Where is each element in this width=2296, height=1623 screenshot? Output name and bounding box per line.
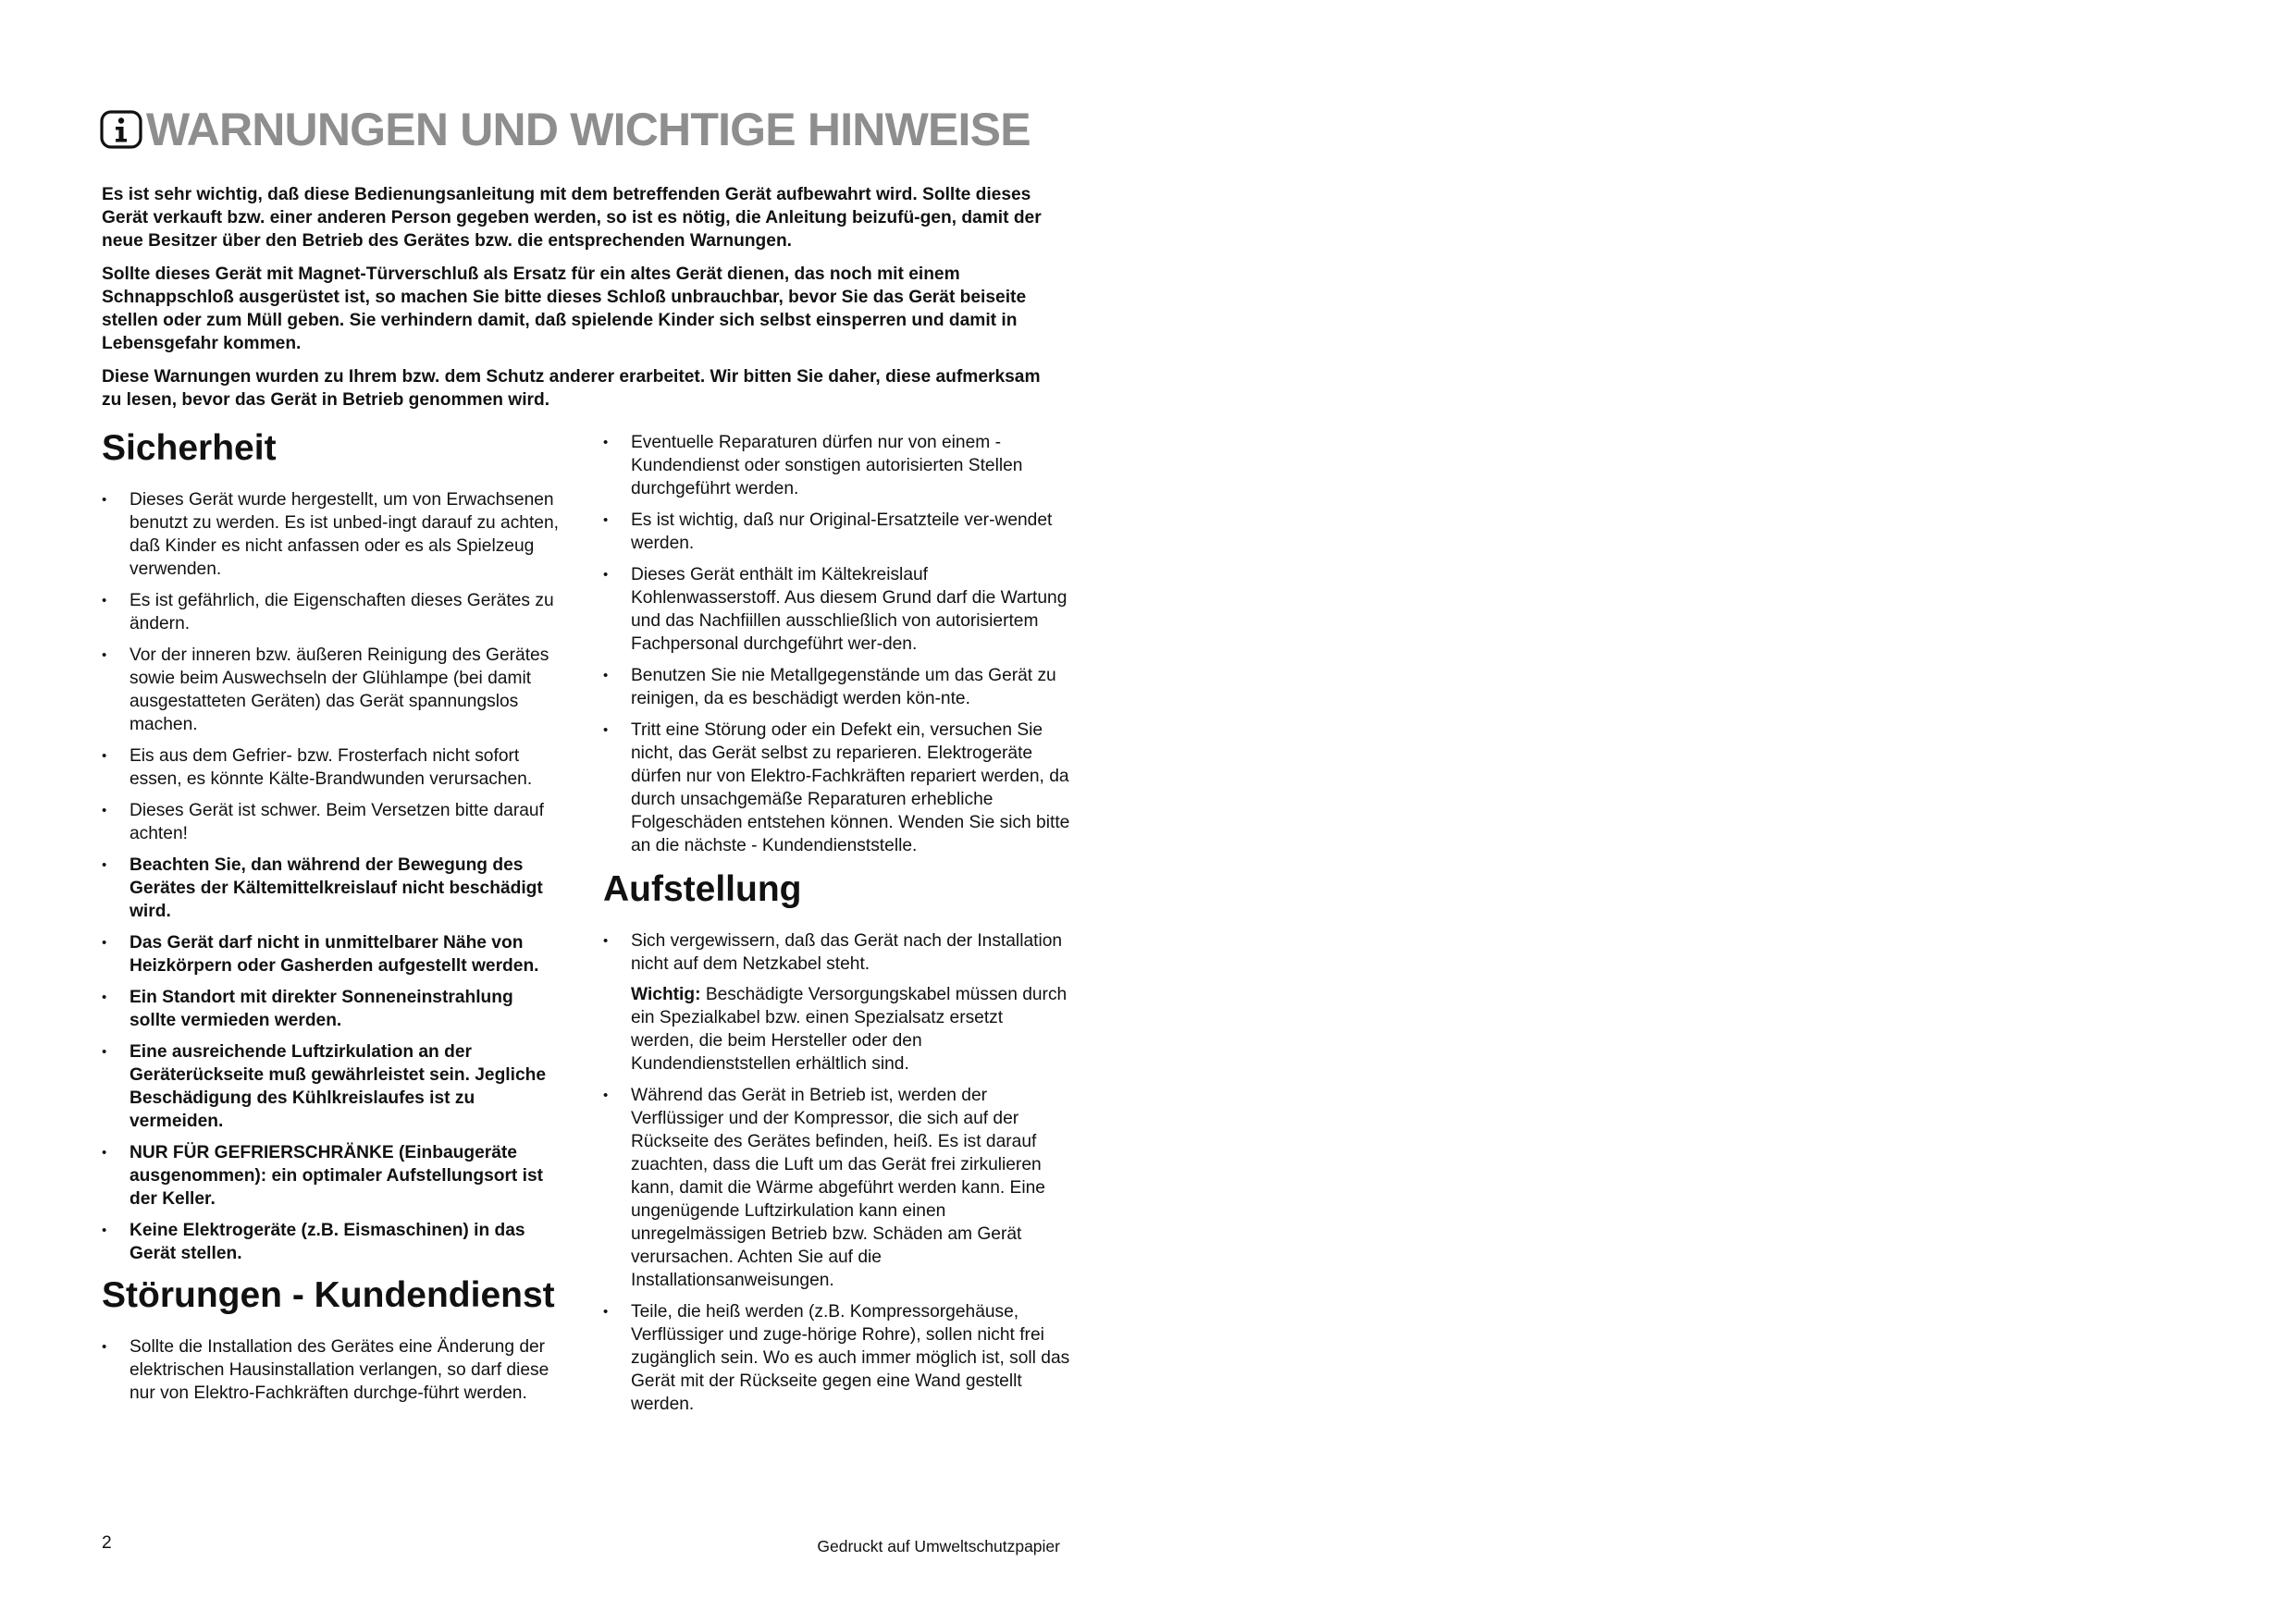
bullet-icon: • (102, 593, 107, 609)
bullet-icon: • (603, 435, 609, 450)
bullet-icon: • (603, 722, 609, 738)
stoerungen-list-continued (603, 431, 1070, 857)
printed-note: Gedruckt auf Umweltschutzpapier (817, 1537, 1060, 1555)
intro-section (102, 183, 1064, 422)
page-title: WARNUNGEN UND WICHTIGE HINWEISE (146, 104, 1031, 155)
bullet-icon: • (102, 1339, 107, 1355)
list-item: • Dieses Gerät wurde hergestellt, um von Erwachsenen benutzt zu werden. Es ist unbed-ingt darauf zu achten, daß Kinder es nicht anfassen oder es als Spielzeug verwenden. (102, 490, 559, 579)
intro-paragraph: Diese Warnungen wurden zu Ihrem bzw. dem Schutz anderer erarbeitet. Wir bitten Sie daher, diese aufmerksam zu lesen, bevor das Gerät in Betrieb genommen wird. (102, 367, 1041, 410)
list-item-bold: • Keine Elektrogeräte (z.B. Eismaschinen) in das Gerät stellen. (102, 1221, 525, 1263)
list-item-bold: • Ein Standort mit direkter Sonneneinstrahlung sollte vermieden werden. (102, 988, 513, 1030)
bullet-icon: • (102, 935, 107, 951)
bullet-icon: • (603, 1304, 609, 1320)
bullet-icon: • (102, 803, 107, 818)
info-icon (100, 108, 142, 151)
list-item: • Tritt eine Störung oder ein Defekt ein, versuchen Sie nicht, das Gerät selbst zu reparieren. Elektrogeräte dürfen nur von Elektro-Fachkräften repariert werden, da durch unsachgemäße Reparaturen erhebliche Folgeschäden entstehen können. Wenden Sie sich bitte an die nächste - Kundendienststelle. (603, 720, 1070, 855)
list-item: • Sollte die Installation des Gerätes eine Änderung der elektrischen Hausinstallation verlangen, so darf diese nur von Elektro-Fachkräften durchge-führt werden. (102, 1337, 549, 1403)
bullet-icon: • (102, 492, 107, 508)
bullet-icon: • (102, 990, 107, 1005)
list-item: • Eis aus dem Gefrier- bzw. Frosterfach nicht sofort essen, es könnte Kälte-Brandwunden verursachen. (102, 746, 533, 789)
list-item-bold: • NUR FÜR GEFRIERSCHRÄNKE (Einbaugeräte ausgenommen): ein optimaler Aufstellungsort ist der Keller. (102, 1143, 544, 1209)
list-item: • Eventuelle Reparaturen dürfen nur von einem - Kundendienst oder sonstigen autorisierten Stellen durchgeführt werden. (603, 433, 1023, 498)
list-item: • Dieses Gerät enthält im Kältekreislauf Kohlenwasserstoff. Aus diesem Grund darf die Wartung und das Nachfiillen ausschließlich von autorisiertem Fachpersonal durchgeführt wer-den. (603, 565, 1068, 654)
list-item: • Teile, die heiß werden (z.B. Kompressorgehäuse, Verflüssiger und zuge-hörige Rohre), sollen nicht frei zugänglich sein. Wo es auch immer möglich ist, soll das Gerät mit der Rückseite gegen eine Wand gestellt werden. (603, 1302, 1070, 1414)
list-item: • Sich vergewissern, daß das Gerät nach der Installation nicht auf dem Netzkabel steht. Wichtig: Beschädigte Versorgungskabel müssen durch ein Spezialkabel bzw. einen Spezialsatz ersetzt werden, die beim Hersteller oder den Kundendienststellen erhältlich sind. (603, 929, 1070, 1076)
intro-paragraph: Sollte dieses Gerät mit Magnet-Türverschluß als Ersatz für ein altes Gerät dienen, das noch mit einem Schnappschloß ausgerüstet ist, so machen Sie bitte dieses Schloß unbrauchbar, bevor Sie das Gerät beiseite stellen oder zum Müll geben. Sie verhindern damit, daß spielende Kinder sich selbst einsperren und damit in Lebensgefahr kommen. (102, 264, 1027, 353)
important-label: Wichtig: (631, 985, 701, 1004)
list-item-bold: • Das Gerät darf nicht in unmittelbarer Nähe von Heizkörpern oder Gasherden aufgestellt werden. (102, 933, 539, 976)
important-note: Wichtig: Beschädigte Versorgungskabel müssen durch ein Spezialkabel bzw. einen Spezialsatz ersetzt werden, die beim Hersteller oder den Kundendienststellen erhältlich sind. (631, 985, 1068, 1074)
section-heading-stoerungen: Störungen - Kundendienst (102, 1275, 555, 1315)
right-column (603, 431, 1070, 1424)
bullet-icon: • (603, 668, 609, 683)
page-number: 2 (102, 1533, 112, 1553)
aufstellung-list (603, 929, 1070, 1416)
section-heading-sicherheit: Sicherheit (102, 428, 277, 468)
bullet-icon: • (102, 1145, 107, 1161)
left-column (102, 424, 564, 1413)
list-item: • Benutzen Sie nie Metallgegenstände um das Gerät zu reinigen, da es beschädigt werden kön-nte. (603, 666, 1056, 708)
bullet-icon: • (603, 567, 609, 583)
bullet-icon: • (102, 1223, 107, 1238)
list-item: • Vor der inneren bzw. äußeren Reinigung des Gerätes sowie beim Auswechseln der Glühlampe (bei damit ausgestatteten Geräten) das Gerät spannungslos machen. (102, 646, 549, 734)
list-item: • Während das Gerät in Betrieb ist, werden der Verflüssiger und der Kompressor, die sich auf der Rückseite des Gerätes befinden, heiß. Es ist darauf zuachten, dass die Luft um das Gerät frei zirkulieren kann, damit die Wärme abgeführt werden kann. Eine ungenügende Luftzirkulation kann einen unregelmässigen Betrieb bzw. Schäden am Gerät verursachen. Achten Sie auf die Installationsanweisungen. (603, 1086, 1045, 1290)
bullet-icon: • (603, 1088, 609, 1103)
page-header (100, 102, 1031, 157)
section-heading-aufstellung: Aufstellung (603, 869, 802, 909)
list-item-bold: • Eine ausreichende Luftzirkulation an der Geräterückseite muß gewährleistet sein. Jegliche Beschädigung des Kühlkreislaufes ist zu vermeiden. (102, 1042, 547, 1131)
list-item: • Dieses Gerät ist schwer. Beim Versetzen bitte darauf achten! (102, 801, 544, 843)
list-item: • Es ist wichtig, daß nur Original-Ersatzteile ver-wendet werden. (603, 510, 1053, 553)
intro-paragraph: Es ist sehr wichtig, daß diese Bedienungsanleitung mit dem betreffenden Gerät aufbewahrt wird. Sollte dieses Gerät verkauft bzw. einer anderen Person gegeben werden, so ist es nötig, die Anleitung beizufü-gen, damit der neue Besitzer über den Betrieb des Gerätes bzw. die entsprechenden Warnungen. (102, 185, 1042, 251)
stoerungen-list (102, 1335, 564, 1405)
bullet-icon: • (603, 933, 609, 949)
list-item-bold: • Beachten Sie, dan während der Bewegung des Gerätes der Kältemittelkreislauf nicht beschädigt wird. (102, 855, 543, 921)
sicherheit-list (102, 488, 564, 1265)
bullet-icon: • (102, 1044, 107, 1060)
list-item: • Es ist gefährlich, die Eigenschaften dieses Gerätes zu ändern. (102, 591, 554, 633)
bullet-icon: • (102, 748, 107, 764)
bullet-icon: • (102, 857, 107, 873)
bullet-icon: • (102, 647, 107, 663)
bullet-icon: • (603, 512, 609, 528)
